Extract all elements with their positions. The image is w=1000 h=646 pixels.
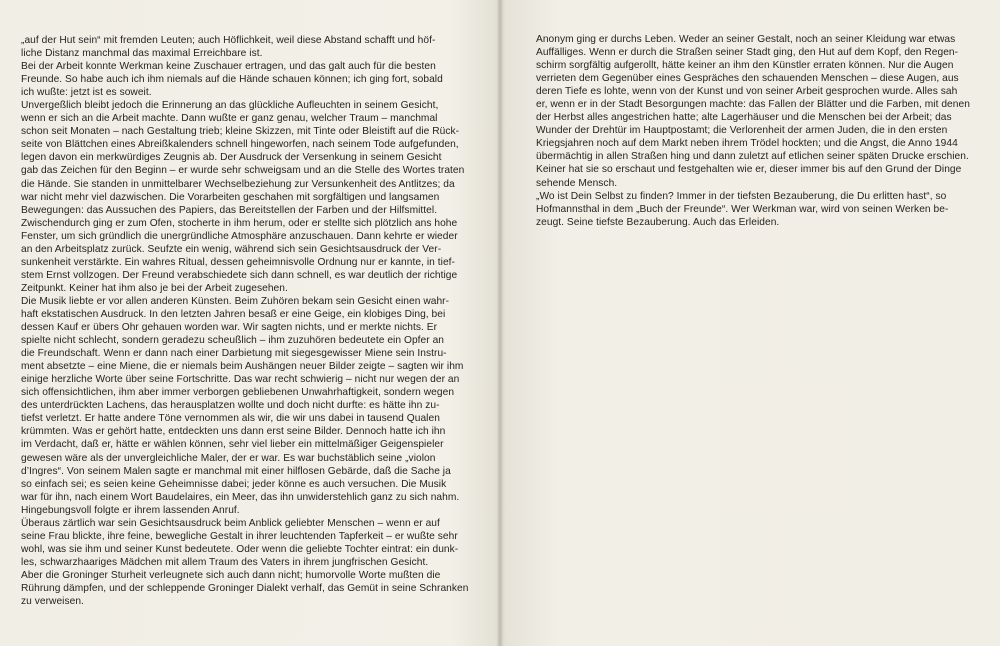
text-line: seine Frau blickte, ihre feine, bewegliche Gestalt in ihrer leuchtenden Tapferkeit – er wußte sehr (21, 530, 458, 542)
text-line: spielte nicht schlecht, sondern geradezu scheußlich – ihm zuzuhören bedeutete ein Opfer an (21, 335, 445, 347)
text-line: krümmten. Was er gehört hatte, entdeckten uns dann erst seine Bilder. Dennoch hatte ich ihn (21, 426, 446, 438)
text-line: einige herzliche Worte über seine Fortschritte. Das war recht schwierig – nicht nur wegen der an (21, 374, 460, 386)
text-line: sich offensichtlichen, ihm aber immer verborgen gebliebenen Unwahrhaftigkeit, sondern wegen (21, 387, 455, 399)
text-line: gewesen wäre als der unvergleichliche Maler, der er war. Es war buchstäblich seine „violon (21, 452, 436, 464)
text-line: Unvergeßlich bleibt jedoch die Erinnerung an das glückliche Aufleuchten in seinem Gesicht, (21, 100, 439, 112)
text-line: Kriegsjahren noch auf dem Markt neben ihrem Trödel hockten; und die Angst, die Anno 1944 (536, 138, 958, 150)
text-line: gab das Zeichen für den Beginn – er wurde sehr schweigsam und an die Stelle des Wortes traten (21, 165, 465, 177)
text-line: sehende Mensch. (536, 177, 618, 189)
right-page (500, 0, 1000, 646)
text-line: Hofmannsthal in dem „Buch der Freunde“. Wer Werkman war, wird von seinen Werken be- (536, 203, 949, 215)
text-line: Zeitpunkt. Keiner hat ihm also je bei der Arbeit zugesehen. (21, 282, 288, 294)
text-line: tiefst verletzt. Er hatte andere Töne vernommen als wir, die wir uns dabei in tausend Qualen (21, 413, 440, 425)
text-line: les, schwarzhaariges Mädchen mit allem Traum des Vaters in ihrem jungfrischen Gesicht. (21, 556, 429, 568)
text-line: dessen Kauf er übers Ohr gehauen worden war. Wir sagten nichts, und er merkte nichts. Er (21, 322, 438, 334)
text-line: deren Tiefe es lohte, wenn von der Kunst und von seiner Arbeit gesprochen wurde. Alles sah (536, 86, 958, 98)
text-line: schirm sorgfältig aufgerollt, hätte keiner an ihm den Künstler erraten können. Nur die Augen (536, 60, 954, 72)
text-line: liche Distanz manchmal das maximal Erreichbare ist. (21, 48, 263, 60)
text-line: so einfach sei; es seien keine Geheimnisse dabei; jeder könne es auch versuchen. Die Musik (21, 478, 447, 490)
text-line: wenn er sich an die Arbeit machte. Dann wußte er ganz genau, welcher Traum – manchmal (21, 113, 438, 125)
text-line: haft ekstatischen Ausdruck. In den letzten Jahren besaß er eine Geige, ein klobiges Ding, bei (21, 308, 446, 320)
text-line: im Verdacht, daß er, hätte er wählen können, sehr viel lieber ein mittelmäßiger Geigenspieler (21, 439, 444, 451)
text-line: Aber die Groninger Sturheit verleugnete sich auch dann nicht; humorvolle Worte mußten die (21, 569, 441, 581)
text-line: er, wenn er in der Stadt Besorgungen machte: das Fallen der Blätter und die Farben, mit denen (536, 99, 970, 111)
text-line: schon seit Monaten – nach Gestaltung trieb; kleine Skizzen, mit Tinte oder Bleistift auf die Rück- (21, 126, 460, 138)
text-line: zeugt. Seine tiefste Bezauberung. Auch das Erleiden. (536, 216, 780, 228)
text-line: Fenster, um sich gründlich die unergründliche Atmosphäre anzuschauen. Dann kehrte er wieder (21, 230, 458, 242)
text-line: die Hände. Sie standen in unmittelbarer Wechselbeziehung zur Versunkenheit des Antlitzes; da (21, 178, 455, 190)
text-line: übermächtig in allen Straßen hing und dann zuletzt auf etlichen seiner späten Drucke erschien. (536, 151, 969, 163)
text-line: verrieten dem Gegenüber eines Gespräches den schauenden Menschen – diese Augen, aus (536, 73, 959, 85)
text-line: war nicht mehr viel dazwischen. Die Vorarbeiten geschahen mit sorgfältigen und langsamen (21, 191, 440, 203)
text-line: Bei der Arbeit konnte Werkman keine Zuschauer ertragen, und das galt auch für die besten (21, 61, 436, 73)
text-line: Freunde. So habe auch ich ihm niemals auf die Hände schauen können; ich ging fort, sobald (21, 74, 443, 86)
text-line: zu verweisen. (21, 596, 84, 608)
book-gutter (497, 0, 503, 646)
text-line: wohl, was sie ihm und seiner Kunst bedeutete. Oder wenn die geliebte Tochter eintrat: ein dunk- (21, 543, 459, 555)
text-line: Auffälliges. Wenn er durch die Straßen seiner Stadt ging, den Hut auf dem Kopf, den Regen- (536, 47, 959, 59)
text-line: Hingebungsvoll folgte er ihrem lassenden Anruf. (21, 504, 240, 516)
left-page-text (21, 34, 489, 608)
text-line: ich wußte: jetzt ist es soweit. (21, 87, 152, 99)
text-line: legen davon ein merkwürdiges Zeugnis ab. Der Ausdruck der Versenkung in seinem Gesicht (21, 152, 442, 164)
text-line: Rührung dämpfen, und der schleppende Groninger Dialekt verhalf, das Gemüt in seine Schranken (21, 582, 469, 594)
text-line: d’Ingres“. Von seinem Malen sagte er manchmal mit einer hilflosen Gebärde, daß die Sache ja (21, 465, 451, 477)
text-line: stem Ernst vollzogen. Der Freund verabschiedete sich dann schnell, es war deutlich der richtige (21, 269, 458, 281)
text-line: ment absetzte – eine Miene, die er niemals beim Aushängen neuer Bilder zeigte – sagten wir ihm (21, 361, 464, 373)
text-line: die Freundschaft. Wenn er dann nach einer Darbietung mit siegesgewisser Miene sein Instru- (21, 348, 447, 360)
text-line: war für ihn, nach einem Wort Baudelaires, ein Meer, das ihn unwiderstehlich ganz zu sich nahm. (21, 491, 460, 503)
text-line: Überaus zärtlich war sein Gesichtsausdruck beim Anblick geliebter Menschen – wenn er auf (21, 517, 440, 529)
text-line: „Wo ist Dein Selbst zu finden? Immer in der tiefsten Bezauberung, die Du erlitten hast“, so (536, 190, 947, 202)
text-line: Anonym ging er durchs Leben. Weder an seiner Gestalt, noch an seiner Kleidung war etwas (536, 34, 956, 45)
text-line: Bewegungen: das Aussuchen des Papiers, das Bereitstellen der Farben und der Hilfsmittel. (21, 204, 438, 216)
text-line: Zwischendurch ging er zum Ofen, stocherte in ihm herum, oder er stellte sich plötzlich ans hohe (21, 217, 458, 229)
right-page-text (536, 33, 976, 229)
text-line: der Herbst alles angestrichen hatte; alte Lagerhäuser und die Menschen bei der Arbeit; das (536, 112, 952, 124)
text-line: sunkenheit verstärkte. Ein wahres Ritual, dessen geheimnisvolle Ordnung nur er kannte, in tief- (21, 256, 455, 268)
text-line: an den Arbeitsplatz zurück. Seufzte ein wenig, während sich sein Gesichtsausdruck der Ver- (21, 243, 442, 255)
text-line: Keiner hat sie so erschaut und festgehalten wie er, dieser immer bis auf den Grund der Dinge (536, 164, 962, 176)
text-line: des unterdrückten Lachens, das herausplatzen wollte und doch nicht durfte: es hätte ihn zu- (21, 400, 440, 412)
text-line: Wunder der Drehtür im Hauptpostamt; die Verlorenheit der armen Juden, die in den ersten (536, 125, 948, 137)
text-line: Die Musik liebte er vor allen anderen Künsten. Beim Zuhören bekam sein Gesicht einen wahr- (21, 295, 450, 307)
text-line: „auf der Hut sein“ mit fremden Leuten; auch Höflichkeit, weil diese Abstand schafft und höf- (21, 35, 436, 46)
text-line: seite von Blättchen eines Abreißkalenders schnell hingeworfen, nach seinem Tode aufgefunden, (21, 139, 459, 151)
